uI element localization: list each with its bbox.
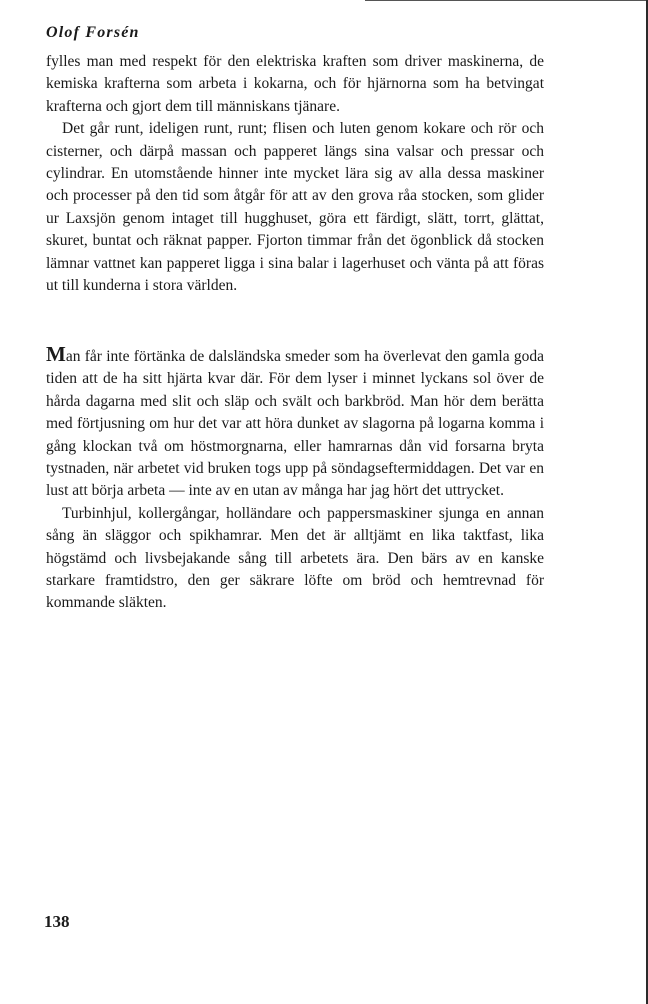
dropcap-letter: M [46,342,66,366]
top-edge-rule [365,0,648,1]
paragraph-continued: fylles man med respekt för den elektriska kraften som driver maskinerna, de kemiska krafterna som arbeta i kokarna, och för hjärnorna som ha betvingat krafterna och gjort dem till människans tjänare. [46,53,544,115]
paragraph-machines: Det går runt, ideligen runt, runt; flisen och luten genom kokare och rör och cisterner, och därpå massan och papperet längs sina valsar och pressar och cylindrar. En utomstående hinner inte mycket lära sig av alla dessa maskiner och processer på den tid som åtgår för att av den grova råa stocken, som glider ur Laxsjön genom intaget till hugghuset, göra ett färdigt, slätt, torrt, glättat, skuret, buntat och räknat papper. Fjorton timmar från det ögonblick då stocken lämnar vattnet kan papperet ligga i sina balar i lagerhuset och vänta på att föras ut till kunderna i stora världen. [46,120,544,295]
paragraph-smiths [46,344,544,503]
running-header-author: Olof Forsén [46,24,140,41]
text-block-1 [46,51,544,297]
text-block-2 [46,344,544,615]
paragraph-smiths-text: an får inte förtänka de dalsländska smeder som ha överlevat den gamla goda tiden att de ha sitt hjärta kvar där. För dem lyser i minnet lyckans sol över de hårda dagarna med slit och släp och svält och barkbröd. Man hör dem berätta med förtjusning om hur det var att höra dunket av slagorna på logarna komma i gång klockan två om höstmorgnarna, eller hamrarnas dån vid forsarna bryta tystnaden, när arbetet vid bruken togs upp på söndagseftermiddagen. Det var en lust att börja arbeta — inte av en utan av många har jag hört det uttrycket. [46,348,544,500]
paragraph-turbines: Turbinhjul, kollergångar, holländare och pappersmaskiner sjunga en annan sång än släggor och spikhamrar. Men det är alltjämt en lika taktfast, lika högstämd och livsbejakande sång till arbetets ära. Den bärs av en kanske starkare framtidstro, den ger säkrare löfte om bröd och hemtrevnad för kommande släkten. [46,504,544,612]
page-number: 138 [44,912,70,931]
